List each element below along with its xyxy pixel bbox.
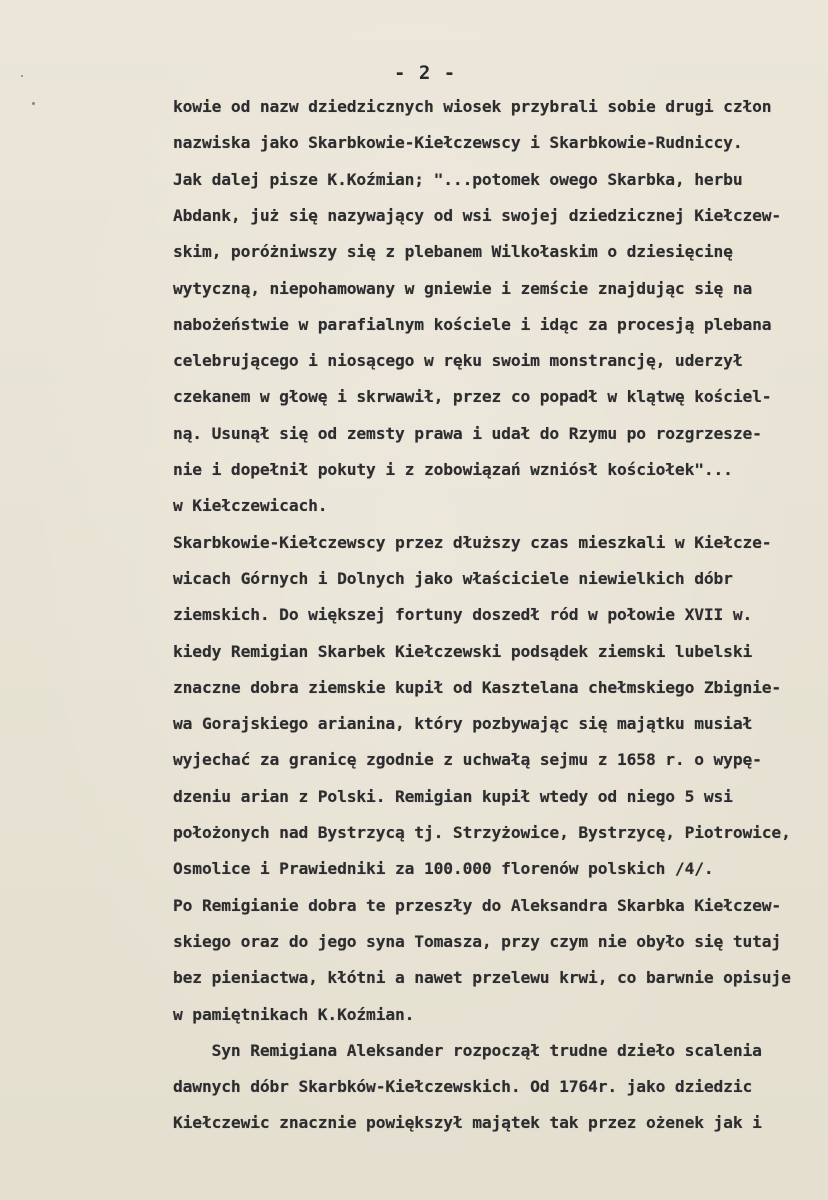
text-line: Abdank, już się nazywający od wsi swojej dziedzicznej Kiełczew- bbox=[173, 205, 782, 225]
paper-speck bbox=[21, 75, 23, 77]
text-line: Po Remigianie dobra te przeszły do Aleksandra Skarbka Kiełczew- bbox=[173, 895, 782, 915]
text-line: nazwiska jako Skarbkowie-Kiełczewscy i Skarbkowie-Rudniccy. bbox=[173, 133, 743, 153]
text-line: kowie od nazw dziedzicznych wiosek przybrali sobie drugi człon bbox=[173, 97, 772, 116]
text-line: znaczne dobra ziemskie kupił od Kasztelana chełmskiego Zbignie- bbox=[173, 677, 782, 697]
text-line: wytyczną, niepohamowany w gniewie i zemście znajdując się na bbox=[173, 278, 753, 298]
text-line: położonych nad Bystrzycą tj. Strzyżowice, Bystrzycę, Piotrowice, bbox=[173, 823, 791, 842]
text-line: ziemskich. Do większej fortuny doszedł ród w połowie XVII w. bbox=[173, 605, 753, 625]
page-number: - 2 - bbox=[394, 62, 457, 84]
text-line: czekanem w głowę i skrwawił, przez co popadł w klątwę kościel- bbox=[173, 387, 772, 407]
text-line: wyjechać za granicę zgodnie z uchwałą sejmu z 1658 r. o wypę- bbox=[173, 750, 762, 770]
text-line: Kiełczewic znacznie powiększył majątek tak przez ożenek jak i bbox=[173, 1113, 762, 1133]
text-line: celebrującego i niosącego w ręku swoim monstrancję, uderzył bbox=[173, 351, 743, 371]
text-line: nabożeństwie w parafialnym kościele i idąc za procesją plebana bbox=[173, 314, 772, 334]
text-line: ną. Usunął się od zemsty prawa i udał do Rzymu po rozgrzesze- bbox=[173, 423, 762, 443]
text-line: kiedy Remigian Skarbek Kiełczewski podsądek ziemski lubelski bbox=[173, 641, 753, 661]
text-line: dawnych dóbr Skarbków-Kiełczewskich. Od 1764r. jako dziedzic bbox=[173, 1077, 753, 1097]
text-line: Skarbkowie-Kiełczewscy przez dłuższy czas mieszkali w Kiełcze- bbox=[173, 532, 772, 552]
paper-speck bbox=[32, 102, 35, 105]
text-line: wa Gorajskiego arianina, który pozbywając się majątku musiał bbox=[173, 714, 753, 734]
text-line: bez pieniactwa, kłótni a nawet przelewu krwi, co barwnie opisuje bbox=[173, 968, 791, 988]
text-line: Osmolice i Prawiedniki za 100.000 florenów polskich /4/. bbox=[173, 859, 714, 879]
text-line: skiego oraz do jego syna Tomasza, przy czym nie obyło się tutaj bbox=[173, 931, 782, 951]
text-line: Jak dalej pisze K.Koźmian; "...potomek owego Skarbka, herbu bbox=[173, 169, 743, 189]
text-line: w pamiętnikach K.Koźmian. bbox=[173, 1004, 415, 1024]
text-line: wicach Górnych i Dolnych jako właściciele niewielkich dóbr bbox=[173, 568, 733, 588]
text-line: Syn Remigiana Aleksander rozpoczął trudne dzieło scalenia bbox=[173, 1040, 762, 1060]
text-line: skim, poróżniwszy się z plebanem Wilkołaskim o dziesięcinę bbox=[173, 242, 733, 262]
text-line: nie i dopełnił pokuty i z zobowiązań wzniósł kościołek"... bbox=[173, 460, 733, 479]
text-line: dzeniu arian z Polski. Remigian kupił wtedy od niego 5 wsi bbox=[173, 786, 733, 806]
text-line: w Kiełczewicach. bbox=[173, 496, 328, 516]
